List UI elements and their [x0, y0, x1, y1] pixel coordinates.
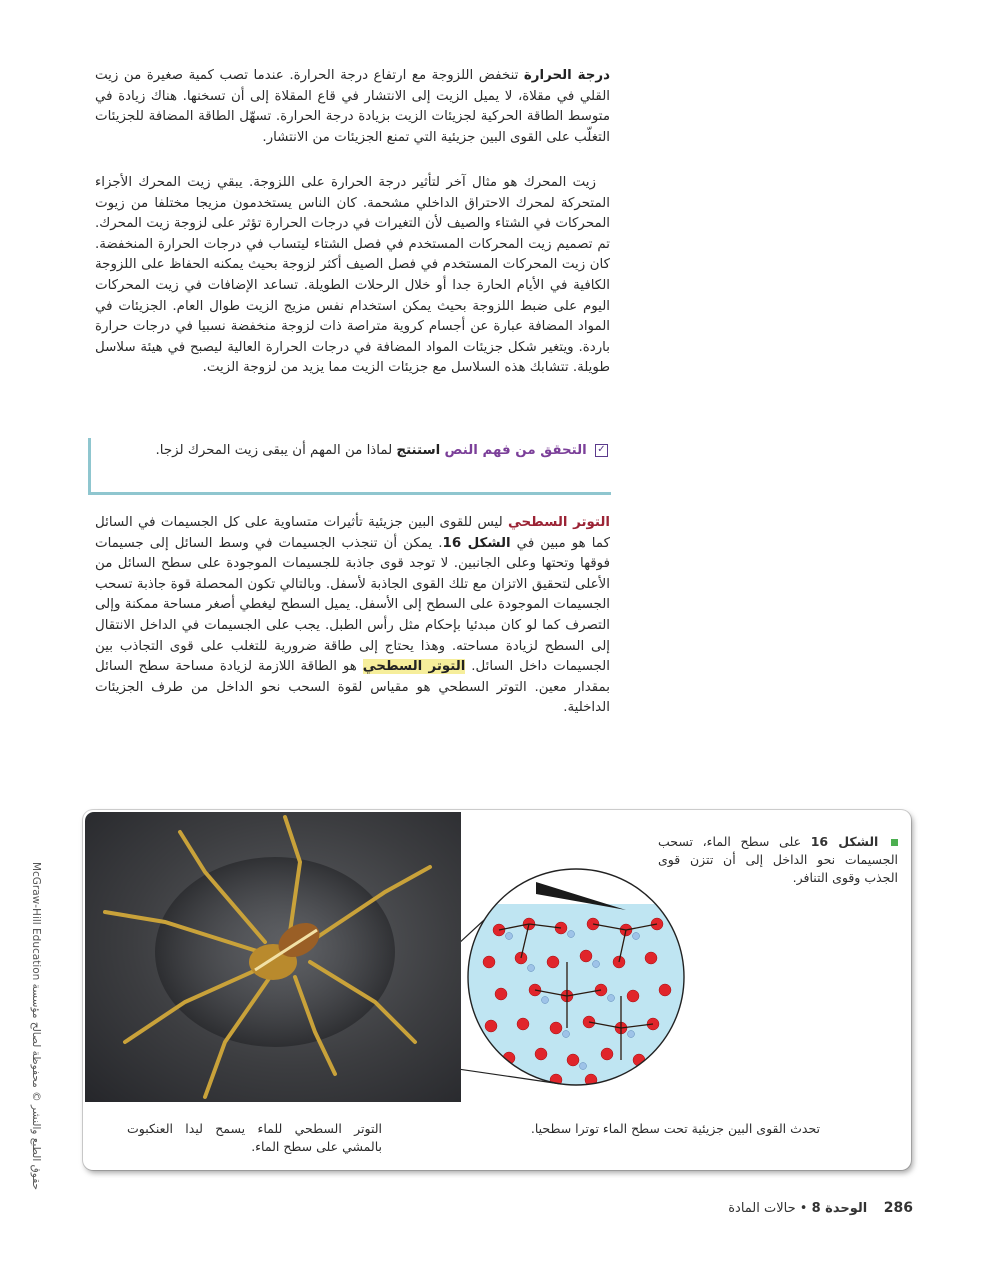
hydrogen	[633, 933, 640, 940]
molecule	[535, 1048, 547, 1060]
molecule	[547, 956, 559, 968]
reading-check	[130, 440, 608, 461]
page-number: 286	[883, 1200, 913, 1216]
hydrogen	[506, 933, 513, 940]
molecule	[495, 988, 507, 1000]
diagram-caption: تحدث القوى البين جزيئية تحت سطح الماء توترا سطحيا.	[530, 1121, 820, 1136]
figure-caption	[658, 833, 898, 887]
hydrogen	[580, 1063, 587, 1070]
molecule	[517, 1018, 529, 1030]
surface-tension-part3: هو الطاقة اللازمة لزيادة مساحة سطح السائل بمقدار معين. التوتر السطحي هو مقياس لقوة السحب نحو الداخل من طرف الجزيئات الداخلية.	[95, 659, 610, 716]
hydrogen	[528, 965, 535, 972]
reading-check-title: التحقق من فهم النص	[444, 443, 587, 458]
motor-oil-paragraph	[95, 173, 610, 379]
hydrogen	[568, 931, 575, 938]
reading-check-question: لماذا من المهم أن يبقى زيت المحرك لزجا.	[155, 443, 393, 458]
hydrogen	[608, 995, 615, 1002]
molecule	[645, 952, 657, 964]
surface-tension-term: التوتر السطحي	[362, 659, 466, 675]
molecule	[567, 1054, 579, 1066]
figure-label: الشكل 16	[810, 834, 879, 849]
hydrogen	[628, 1031, 635, 1038]
copyright-credit: حقوق الطبع والنشر © محفوظة لصالح مؤسسة McGraw-Hill Education	[30, 861, 42, 1190]
surface-tension-title: التوتر السطحي	[507, 515, 610, 530]
figure-reference: الشكل 16	[442, 535, 511, 551]
hydrogen	[593, 961, 600, 968]
chapter-name: حالات المادة	[728, 1201, 796, 1216]
molecule	[483, 956, 495, 968]
surface-tension-part2: . يمكن أن تنجذب الجسيمات في وسط السائل إلى جسيمات فوقها وتحتها وعلى الجانبين. لا توجد قوى جاذبة للجسيمات الموجودة على سطح السائل من الأعلى لتحقيق الاتزان مع تلك القوى الجاذبة لأسفل. وبالتالي تكون المحصلة قوة جاذبة تسحب الجسيمات الموجودة على السطح إلى الأسفل. يميل السطح ليغطي أصغر مساحة ممكنة وإلى التصرف كما لو كان مبدئيا بإحكام مثل رأس الطبل. يجب على الجسيمات في الداخل الانتقال إلى السطح لزيادة مساحته. وهذا يحتاج إلى طاقة ضرورية للتغلب على قوى التجاذب بين الجسيمات داخل السائل.	[95, 535, 610, 675]
hydrogen	[542, 997, 549, 1004]
surface-tension-part1: ليس للقوى البين جزيئية تأثيرات متساوية على كل الجسيمات في السائل كما هو مبين في	[95, 515, 610, 551]
spider-illustration	[85, 812, 461, 1102]
temperature-paragraph	[95, 66, 610, 148]
reading-check-keyword: استنتج	[396, 443, 441, 458]
footer-bullet: •	[799, 1201, 808, 1216]
page-footer	[728, 1200, 913, 1216]
zoom-circle-content	[461, 862, 701, 1104]
motor-oil-body: زيت المحرك هو مثال آخر لتأثير درجة الحرارة على اللزوجة. يبقي زيت المحرك الأجزاء المتحركة لمحرك الاحتراق الداخلي مشحمة. كان الناس يستخدمون مزيجا مختلفا من زيوت المحركات في الشتاء والصيف لأن التغيرات في درجات الحرارة تؤثر على لزوجة زيت المحرك. تم تصميم زيت المحركات المستخدم في فصل الشتاء ليتساب في درجات الحرارة المنخفضة. كان زيت المحركات المستخدم في فصل الصيف أكثر لزوجة بحيث يمكنه الحفاظ على اللزوجة الكافية في الأيام الحارة جدا أو خلال الرحلات الطويلة. تساعد الإضافات في زيت المحركات اليوم على ضبط اللزوجة بحيث يمكن استخدام نفس مزيج الزيت طوال العام. الجزيئات في المواد المضافة عبارة عن أجسام كروية متراصة ذات لزوجة منخفضة نسبيا في درجات حرارة باردة. ويتغير شكل جزيئات المواد المضافة في درجات الحرارة العالية ليصبح في هيئة سلاسل طويلة. تتشابك هذه السلاسل مع جزيئات الزيت مما يزيد من لزوجة الزيت.	[95, 175, 610, 376]
unit-label: الوحدة 8	[811, 1201, 868, 1216]
surface-tension-paragraph	[95, 513, 610, 719]
figure-caption-text: على سطح الماء، تسحب الجسيمات نحو الداخل إلى أن تتزن قوى الجذب وقوى التنافر.	[658, 834, 898, 885]
molecule	[601, 1048, 613, 1060]
molecule	[627, 990, 639, 1002]
molecule	[659, 984, 671, 996]
temperature-title: درجة الحرارة	[523, 68, 610, 83]
caption-bullet-icon	[891, 839, 898, 846]
spider-caption: التوتر السطحي للماء يسمح ليدا العنكبوت بالمشي على سطح الماء.	[127, 1121, 382, 1154]
spider-photo	[85, 812, 461, 1102]
hydrogen	[563, 1031, 570, 1038]
molecule	[485, 1020, 497, 1032]
checkbox-icon: ✓	[595, 444, 608, 457]
molecule	[550, 1022, 562, 1034]
molecule	[580, 950, 592, 962]
temperature-body: تنخفض اللزوجة مع ارتفاع درجة الحرارة. عندما تصب كمية صغيرة من زيت القلي في مقلاة، لا يميل الزيت إلى الانتشار في قاع المقلاة إلى أن تسخنها. هناك زيادة في متوسط الطاقة الحركية لجزيئات الزيت بزيادة درجة الحرارة. تسهّل الطاقة المضافة للجزيئات التغلّب على القوى البين جزيئية التي تمنع الجزيئات من الانتشار.	[95, 68, 610, 145]
